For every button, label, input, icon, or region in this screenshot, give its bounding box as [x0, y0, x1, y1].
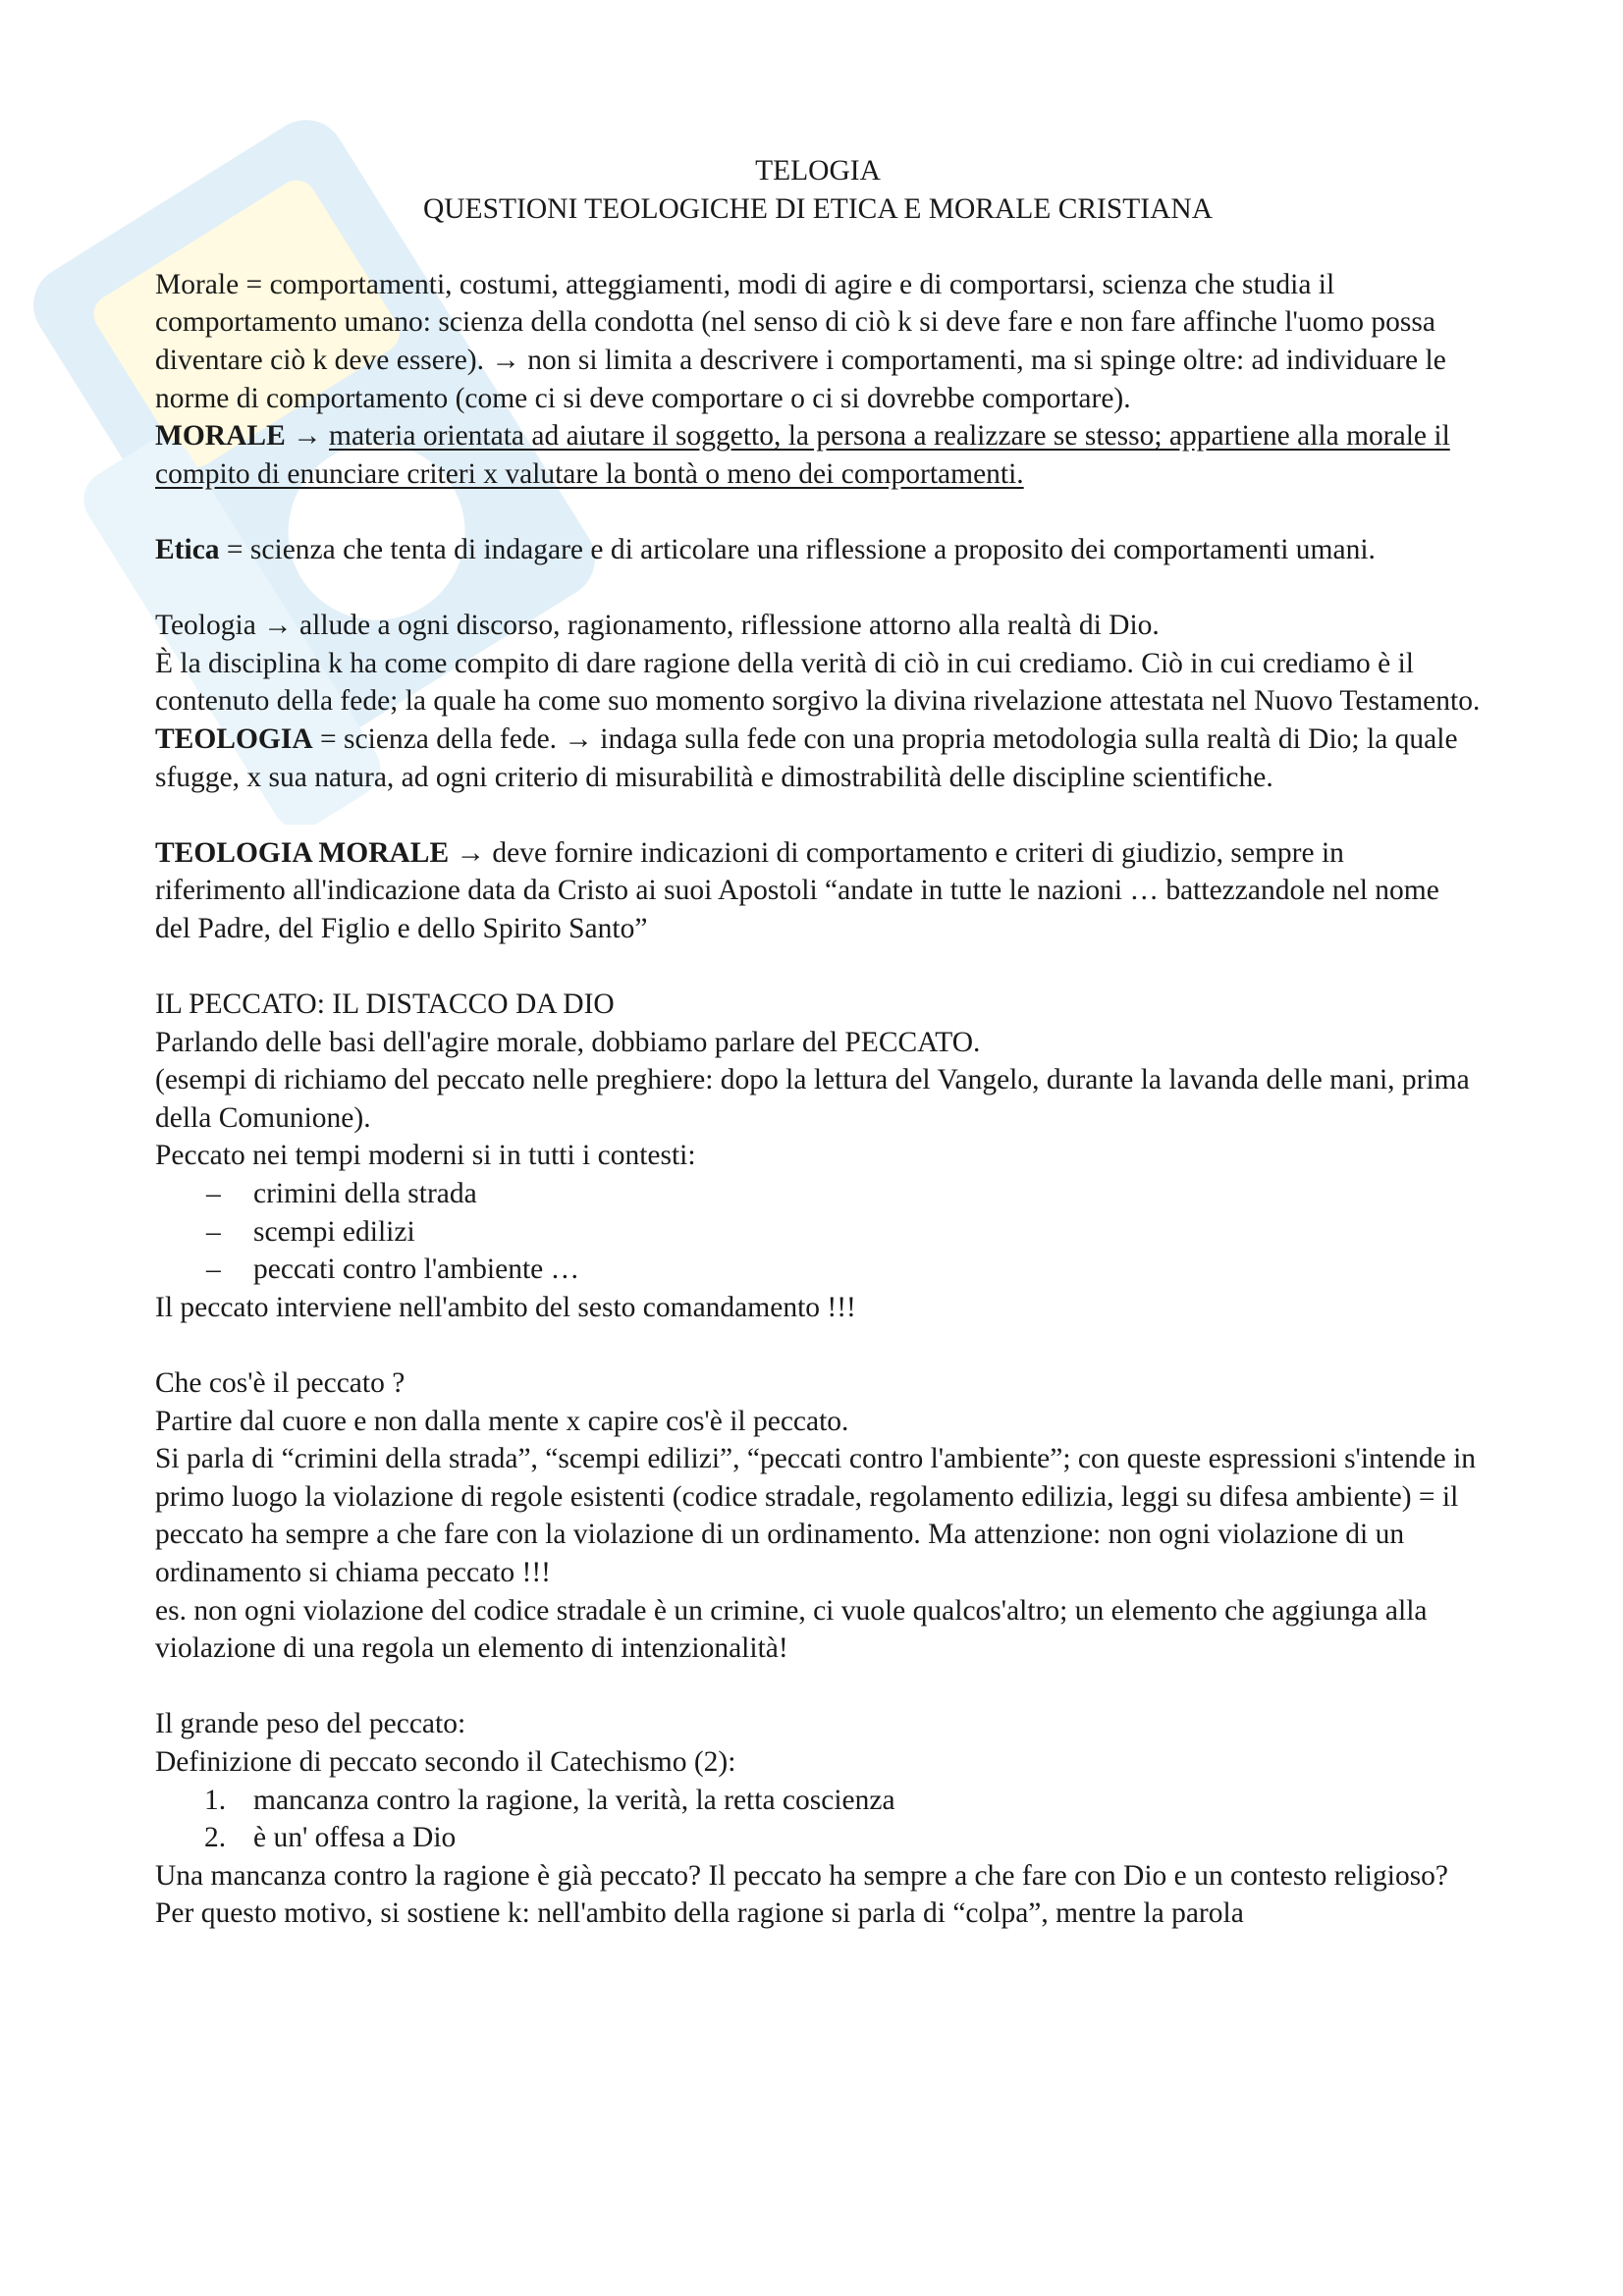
paragraph-teologia-1: Teologia → allude a ogni discorso, ragionamento, riflessione attorno alla realtà di Dio. [155, 610, 1160, 642]
doc-title: TELOGIA [755, 155, 881, 187]
list-item: 1. mancanza contro la ragione, la verità, la retta coscienza [155, 1782, 1481, 1820]
teologia-morale-text: deve fornire indicazioni di comportamento e criteri di giudizio, sempre in riferimento all'indicazione data da Cristo ai suoi Apostoli “andate in tutte le nazioni … battezzandole nel nome del Padre, del Figlio e dello Spirito Santo” [155, 836, 1439, 944]
list-item: – crimini della strada [155, 1175, 1481, 1213]
paragraph-che-cose-1: Partire dal cuore e non dalla mente x capire cos'è il peccato. [155, 1405, 849, 1437]
term-teologia: TEOLOGIA [155, 722, 313, 755]
etica-definition-text: = scienza che tenta di indagare e di articolare una riflessione a proposito dei comportamenti umani. [226, 533, 1376, 565]
morale-definition-text: materia orientata ad aiutare il soggetto, la persona a realizzare se stesso; appartiene alla morale il compito di enunciare criteri x valutare la bontà o meno dei comportamenti. [155, 420, 1450, 490]
document-page [155, 152, 1481, 1933]
paragraph-grande-peso-3: Per questo motivo, si sostiene k: nell'ambito della ragione si parla di “colpa”, mentre la parola [155, 1897, 1244, 1930]
peccato-list [155, 1175, 1481, 1289]
paragraph-teologia-definition [155, 721, 1481, 796]
list-item: – scempi edilizi [155, 1213, 1481, 1252]
term-etica: Etica [155, 533, 220, 565]
list-item: 2. è un' offesa a Dio [155, 1819, 1481, 1857]
paragraph-teologia-morale [155, 834, 1481, 948]
doc-subtitle: QUESTIONI TEOLOGICHE DI ETICA E MORALE CRISTIANA [422, 192, 1214, 225]
paragraph-peccato-4: Il peccato interviene nell'ambito del sesto comandamento !!! [155, 1291, 856, 1323]
list-number: 2. [204, 1822, 227, 1854]
list-dash: – [206, 1215, 221, 1248]
section-heading-grande-peso: Il grande peso del peccato: [155, 1708, 466, 1740]
paragraph-peccato-3: Peccato nei tempi moderni si in tutti i contesti: [155, 1140, 696, 1172]
list-dash: – [206, 1178, 221, 1210]
paragraph-grande-peso-2: Una mancanza contro la ragione è già peccato? Il peccato ha sempre a che fare con Dio e un contesto religioso? [155, 1859, 1449, 1892]
list-item: – peccati contro l'ambiente … [155, 1251, 1481, 1289]
paragraph-teologia-2: È la disciplina k ha come compito di dare ragione della verità di ciò in cui crediamo. Ciò in cui crediamo è il contenuto della fede; la quale ha come suo momento sorgivo la divina rivelazione attestata nel Nuovo Testamento. [155, 647, 1481, 718]
paragraph-peccato-1: Parlando delle basi dell'agire morale, dobbiamo parlare del PECCATO. [155, 1026, 981, 1058]
paragraph-etica [155, 531, 1481, 569]
teologia-definition-text: = scienza della fede. → indaga sulla fede con una propria metodologia sulla realtà di Dio; la quale sfugge, x sua natura, ad ogni criterio di misurabilità e dimostrabilità delle discipline scientifiche. [155, 722, 1458, 793]
paragraph-che-cose-3: es. non ogni violazione del codice stradale è un crimine, ci vuole qualcos'altro; un elemento che aggiunga alla violazione di una regola un elemento di intenzionalità! [155, 1594, 1428, 1665]
paragraph-grande-peso-1: Definizione di peccato secondo il Catechismo (2): [155, 1745, 736, 1778]
paragraph-che-cose-2: Si parla di “crimini della strada”, “scempi edilizi”, “peccati contro l'ambiente”; con queste espressioni s'intende in primo luogo la violazione di regole esistenti (codice stradale, regolamento edilizia, leggi su difesa ambiente) = il peccato ha sempre a che fare con la violazione di un ordinamento. Ma attenzione: non ogni violazione di un ordinamento si chiama peccato !!! [155, 1443, 1477, 1588]
paragraph-peccato-2: (esempi di richiamo del peccato nelle preghiere: dopo la lettura del Vangelo, durante la lavanda delle mani, prima della Comunione). [155, 1064, 1470, 1134]
section-heading-che-cose: Che cos'è il peccato ? [155, 1367, 406, 1399]
term-teologia-morale: TEOLOGIA MORALE → [155, 836, 486, 869]
section-heading-peccato: IL PECCATO: IL DISTACCO DA DIO [155, 988, 615, 1021]
paragraph-morale-definition [155, 417, 1481, 493]
catechismo-list [155, 1782, 1481, 1857]
list-number: 1. [204, 1784, 227, 1816]
list-dash: – [206, 1254, 221, 1286]
paragraph-morale: Morale = comportamenti, costumi, atteggiamenti, modi di agire e di comportarsi, scienza che studia il comportamento umano: scienza della condotta (nel senso di ciò k si deve fare e non fare affinche l'uomo possa diventare ciò k deve essere). → non si limita a descrivere i comportamenti, ma si spinge oltre: ad individuare le norme di comportamento (come ci si deve comportare o ci si dovrebbe comportare). [155, 268, 1446, 414]
term-morale: MORALE → [155, 420, 322, 453]
